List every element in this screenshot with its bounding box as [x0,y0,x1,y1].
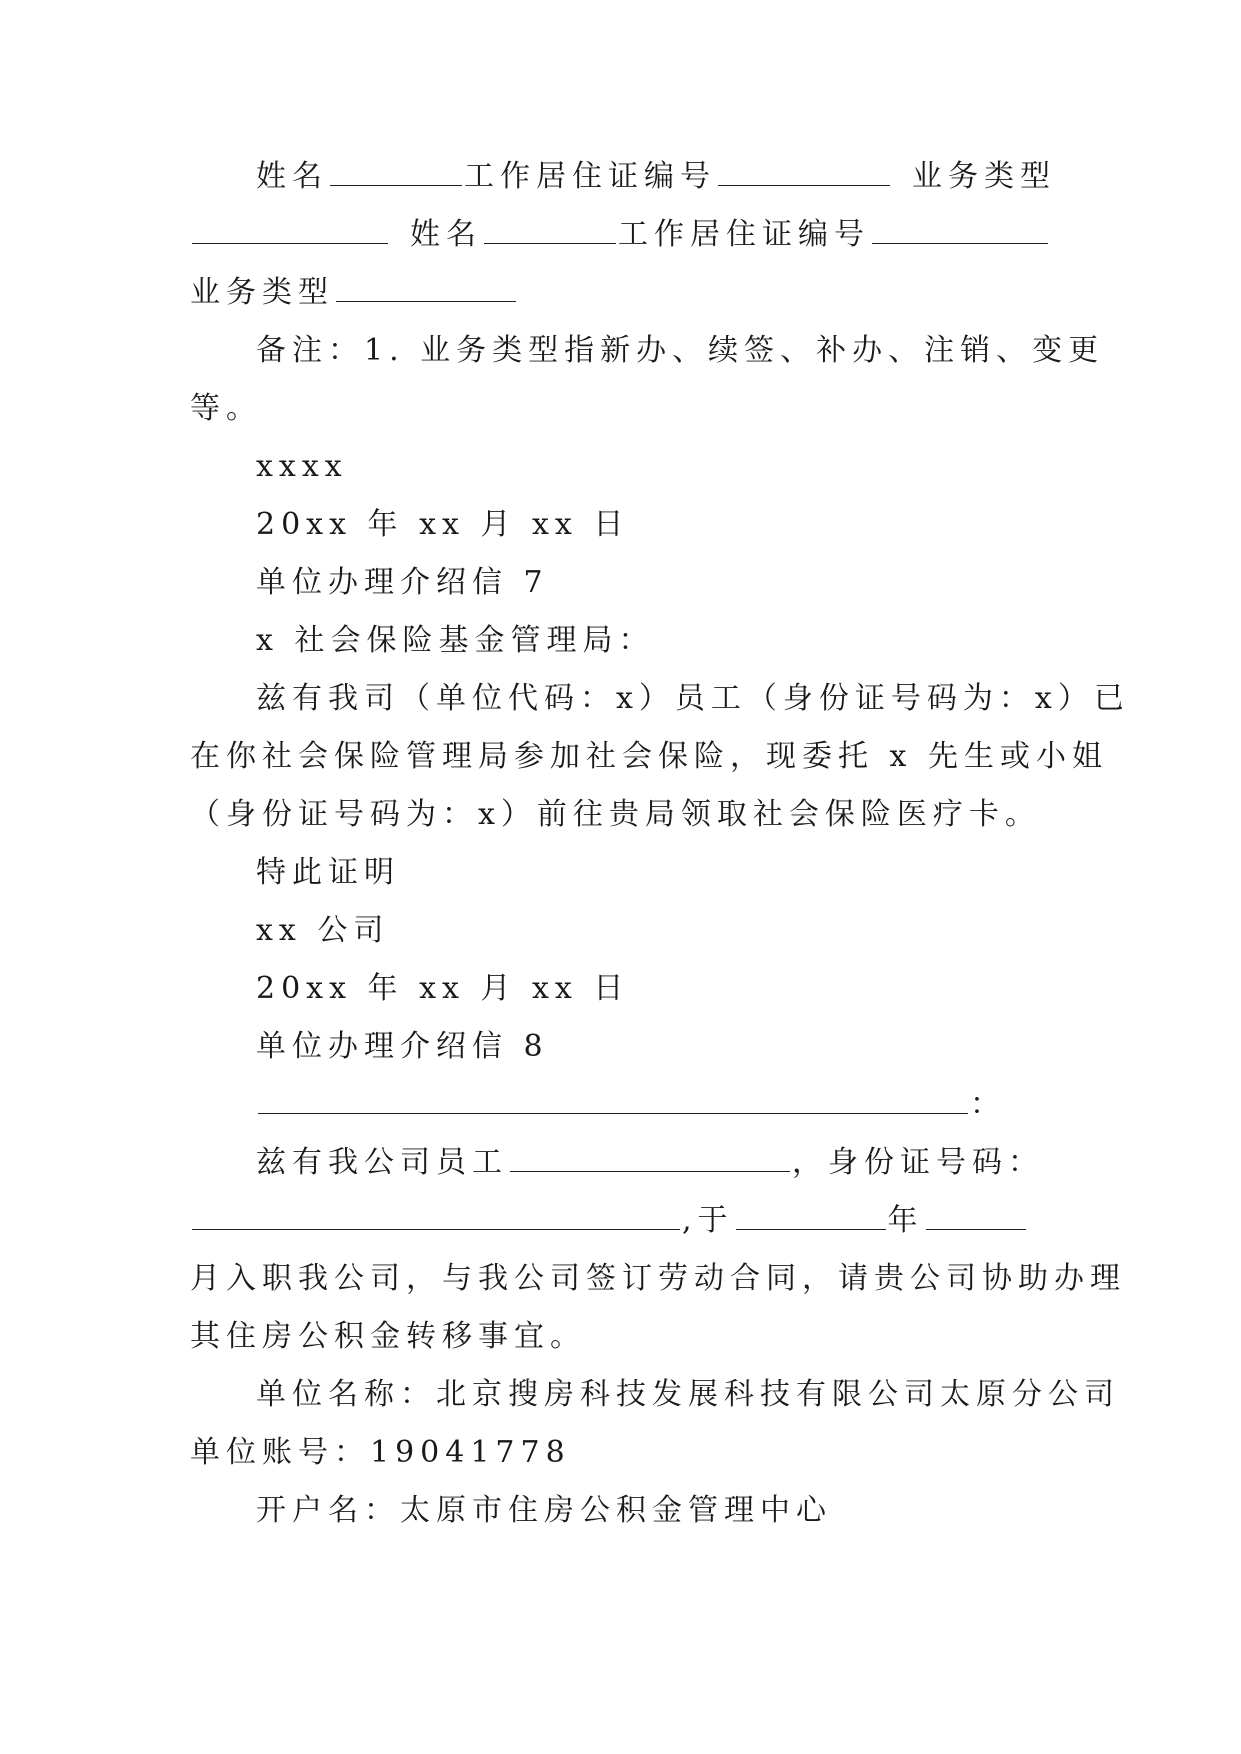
date-line-2: 20xx 年 xx 月 xx 日 [256,971,630,1006]
addressee-blank[interactable] [258,1089,968,1114]
name-label-2: 姓名 [410,217,482,252]
name-label: 姓名 [256,159,328,194]
id-number-blank[interactable] [192,1205,680,1230]
unit-account-line: 单位账号：19041778 [190,1435,571,1470]
company-line: xx 公司 [256,913,390,948]
account-name-line: 开户名：太原市住房公积金管理中心 [256,1493,832,1528]
form-line-1 [190,148,1056,206]
since-label: ,于 [682,1203,734,1238]
work-permit-blank-2[interactable] [872,219,1048,244]
name-blank-2[interactable] [484,219,616,244]
work-permit-label-2: 工作居住证编号 [618,217,870,252]
employee-label: 兹有我公司员工 [256,1145,508,1180]
name-blank[interactable] [330,161,462,186]
employee-blank[interactable] [510,1147,790,1172]
year-blank[interactable] [736,1205,886,1230]
id-number-label: ，身份证号码： [792,1145,1044,1180]
document-page [190,140,1130,1540]
business-type-blank[interactable] [192,219,388,244]
letter-8-title: 单位办理介绍信 8 [256,1029,549,1064]
letter-7-title: 单位办理介绍信 7 [256,565,549,600]
letter-8-body-4: 其住房公积金转移事宜。 [190,1319,586,1354]
work-permit-label: 工作居住证编号 [464,159,716,194]
date-line-1: 20xx 年 xx 月 xx 日 [256,507,630,542]
remark-line: 备注：1. 业务类型指新办、续签、补办、注销、变更 [256,333,1105,368]
addressee-colon: ： [970,1087,1006,1122]
business-type-label-2: 业务类型 [190,275,334,310]
business-type-blank-2[interactable] [336,277,516,302]
year-label: 年 [887,1203,924,1238]
letter-7-body-3: （身份证号码为：x）前往贵局领取社会保险医疗卡。 [190,797,1041,832]
placeholder-xxxx: xxxx [256,449,348,484]
business-type-label: 业务类型 [912,159,1056,194]
letter-8-body-2 [190,1192,1056,1250]
letter-7-addressee: x 社会保险基金管理局： [256,623,655,658]
unit-name-line: 单位名称：北京搜房科技发展科技有限公司太原分公司 [256,1377,1120,1412]
letter-8-body-1 [190,1134,1056,1192]
remark-continuation: 等。 [190,391,262,426]
certify-line: 特此证明 [256,855,400,890]
work-permit-blank[interactable] [718,161,890,186]
letter-8-body-3: 月入职我公司，与我公司签订劳动合同，请贵公司协助办理 [190,1261,1126,1296]
form-line-2 [190,206,1056,264]
month-blank[interactable] [926,1205,1026,1230]
form-line-3 [190,264,1056,322]
letter-8-addressee [190,1076,1056,1134]
letter-7-body-2: 在你社会保险管理局参加社会保险，现委托 x 先生或小姐 [190,739,1108,774]
letter-7-body-1: 兹有我司（单位代码：x）员工（身份证号码为：x）已 [256,681,1130,716]
